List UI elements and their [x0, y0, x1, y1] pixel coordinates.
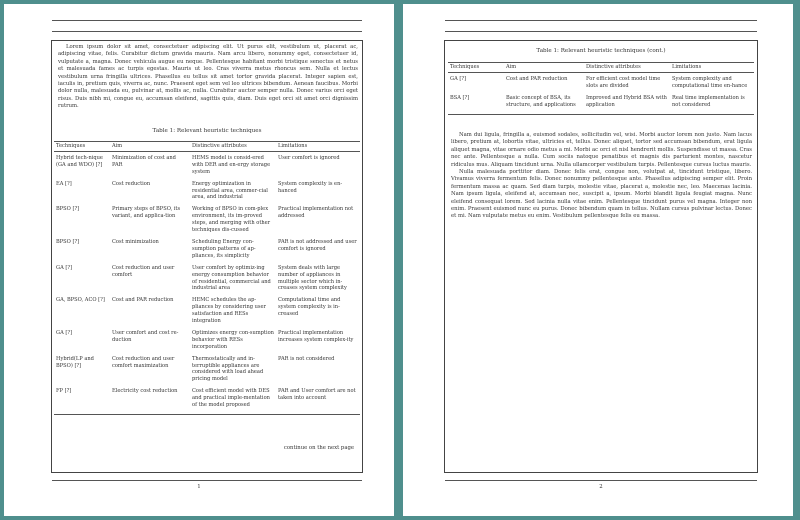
table-header-row: [448, 63, 754, 73]
table-cell: BPSO [?]: [56, 238, 80, 245]
table-cell: Cost minimization: [112, 238, 159, 245]
column-header: Distinctive attributes: [584, 63, 670, 73]
table-cell: GA [?]: [56, 329, 73, 336]
table-row: [54, 388, 360, 414]
table-row: [54, 297, 360, 330]
table-caption-continued: Table 1: Relevant heuristic techniques (cont.): [536, 48, 666, 54]
page-number: 2: [599, 484, 603, 490]
table-cell: Cost and PAR reduction: [112, 297, 174, 304]
table-cell: GA, BPSO, ACO [?]: [56, 297, 105, 304]
document-page-2: [403, 4, 793, 516]
table-cell: User comfort and cost re-duction: [112, 329, 179, 343]
table-cell: PAR and User comfort are not taken into account: [276, 388, 360, 414]
table-cell: HEMC schedules the ap-pliances by considering user satisfaction and RESs integration: [192, 297, 266, 325]
table-cell: Cost reduction and user comfort: [112, 264, 175, 278]
table-cell: Improved and Hybrid BSA with application: [584, 95, 670, 114]
table-cell: Cost efficient model with DES and practical imple-mentation of the model proposed: [190, 388, 276, 414]
table-cell: Hybrid tech-nique (GA and WDO) [?]: [56, 154, 103, 168]
column-header: Aim: [110, 142, 190, 152]
table-cell: FP [?]: [54, 388, 110, 414]
table-header-row: [54, 142, 360, 152]
paragraph-2: Nulla malesuada porttitor diam. Donec felis erat, congue non, volutpat at, tincidunt tristique, libero. Vivamus viverra fermentum felis. Donec nonummy pellentesque ante. Phasellus adipiscing semper elit. Proin fermentum massa ac quam. Sed diam turpis, molestie vitae, placerat a, molestie nec, leo. Maecenas lacinia. Nam ipsum ligula, eleifend at, accumsan nec, suscipit a, ipsum. Morbi blandit ligula feugiat magna. Nunc eleifend consequat lorem. Sed lacinia nulla vitae enim. Pellentesque tincidunt purus vel magna. Integer non enim. Praesent euismod nunc eu purus. Donec bibendum quam in tellus. Nullam cursus pulvinar lectus. Donec et mi. Nam vulputate metus eu enim. Vestibulum pellentesque felis eu massa.: [451, 169, 752, 220]
table-cell: HEMS model is consid-ered with DER and en-ergy storage system: [192, 154, 271, 175]
header-rule-bottom: [445, 31, 757, 32]
table-cell: Scheduling Energy con-sumption patterns of ap-pliances, its simplicity: [192, 238, 256, 259]
header-rule-top: [52, 20, 362, 21]
column-header: Techniques: [54, 142, 110, 152]
footer-rule: [52, 480, 362, 481]
table-cell: User comfort by optimiz-ing energy consumption behavior of residential, commercial and industrial area: [192, 264, 271, 292]
continue-note: continue on the next page: [283, 445, 354, 451]
column-header: Limitations: [670, 63, 754, 73]
column-header: Distinctive attributes: [190, 142, 276, 152]
table-cell: PAR is not considered: [278, 355, 335, 362]
table-row: [54, 239, 360, 265]
table-row: [54, 151, 360, 180]
table-cell: System complexity is en-hanced: [278, 180, 343, 194]
table-row: [54, 206, 360, 239]
table-cell: System complexity and computational time en-hance: [672, 75, 748, 89]
table-cell: Cost reduction: [112, 180, 151, 187]
column-header: Techniques: [448, 63, 504, 73]
table-cell: Primary steps of BPSO, its variant, and applica-tion: [112, 206, 181, 220]
column-header: Aim: [504, 63, 584, 73]
table-cell: System deals with large number of appliances in multiple sector which in-creases system complexity: [278, 264, 347, 292]
table-cell: Energy optimization in residential area, commer-cial area, and industrial: [192, 180, 268, 201]
table-cell: Cost and PAR reduction: [506, 75, 568, 82]
table-cell: Real time implementation is not considered: [670, 95, 754, 114]
intro-paragraph: [58, 44, 358, 111]
header-rule-top: [445, 20, 757, 21]
table-cell: Cost reduction and user comfort maximization: [112, 355, 175, 369]
table-cell: For efficient cost model time slots are divided: [586, 75, 661, 89]
table-cell: GA [?]: [450, 75, 467, 82]
table-cell: Minimization of cost and PAR: [112, 154, 176, 168]
table-cell: EA [?]: [56, 180, 72, 187]
table-cell: Practical implementation increases system complex-ity: [278, 329, 354, 343]
column-header: Limitations: [276, 142, 360, 152]
intro-text: Lorem ipsum dolor sit amet, consectetuer adipiscing elit. Ut purus elit, vestibulum ut, placerat ac, adipiscing vitae, felis. Curabitur dictum gravida mauris. Nam arcu libero, nonummy eget, consectetuer id, vulputate a, magna. Donec vehicula augue eu neque. Pellentesque habitant morbi tristique senectus et netus et malesuada fames ac turpis egestas. Mauris ut leo. Cras viverra metus rhoncus sem. Nulla et lectus vestibulum urna fringilla ultrices. Phasellus eu tellus sit amet tortor gravida placerat. Integer sapien est, iaculis in, pretium quis, viverra ac, nunc. Praesent eget sem vel leo ultrices bibendum. Aenean faucibus. Morbi dolor nulla, malesuada eu, pulvinar at, mollis ac, nulla. Curabitur auctor semper nulla. Donec varius orci eget risus. Duis nibh mi, congue eu, accumsan eleifend, sagittis quis, diam. Duis eget orci sit amet orci dignissim rutrum.: [58, 44, 358, 110]
body-paragraphs: [451, 132, 752, 221]
table-caption: Table 1: Relevant heuristic techniques: [152, 128, 262, 134]
table-cell: GA [?]: [56, 264, 73, 271]
table-cell: Hybrid(LP and BPSO) [?]: [56, 355, 94, 369]
table-cell: BSA [?]: [448, 95, 504, 114]
table-cell: Electricity cost reduction: [110, 388, 190, 414]
table-cell: PAR is not addressed and user comfort is ignored: [278, 238, 357, 252]
header-rule-bottom: [52, 31, 362, 32]
heuristics-table-continued: [448, 62, 754, 115]
table-row: [448, 95, 754, 114]
heuristics-table: [54, 141, 360, 415]
table-row: [54, 181, 360, 207]
table-cell: Computational time and system complexity is in-creased: [278, 297, 341, 318]
table-cell: Optimizes energy con-sumption behavior with RESs incorporation: [192, 329, 274, 350]
table-row: [448, 72, 754, 94]
table-row: [54, 265, 360, 298]
table-row: [54, 330, 360, 356]
document-page-1: [4, 4, 394, 516]
table-cell: User comfort is ignored: [278, 154, 340, 161]
table-cell: BPSO [?]: [56, 206, 80, 213]
table-cell: Thermostatically and in-terruptible appliances are considered with load ahead pricing model: [192, 355, 264, 383]
footer-rule: [445, 480, 757, 481]
paragraph-1: Nam dui ligula, fringilla a, euismod sodales, sollicitudin vel, wisi. Morbi auctor lorem non justo. Nam lacus libero, pretium at, lobortis vitae, ultricies et, tellus. Donec aliquet, tortor sed accumsan bibendum, erat ligula aliquet magna, vitae ornare odio metus a mi. Morbi ac orci et nisl hendrerit mollis. Suspendisse ut massa. Cras nec ante. Pellentesque a nulla. Cum sociis natoque penatibus et magnis dis parturient montes, nascetur ridiculus mus. Aliquam tincidunt urna. Nulla ullamcorper vestibulum turpis. Pellentesque cursus luctus mauris.: [451, 132, 752, 168]
table-row: [54, 356, 360, 389]
table-cell: Practical implementation not addressed: [278, 206, 354, 220]
table-cell: Basic concept of BSA, its structure, and applications: [504, 95, 584, 114]
table-cell: Working of BPSO in com-plex environment, its im-proved steps, and merging with other techniques dis-cussed: [192, 206, 271, 234]
page-number: 1: [197, 484, 201, 490]
